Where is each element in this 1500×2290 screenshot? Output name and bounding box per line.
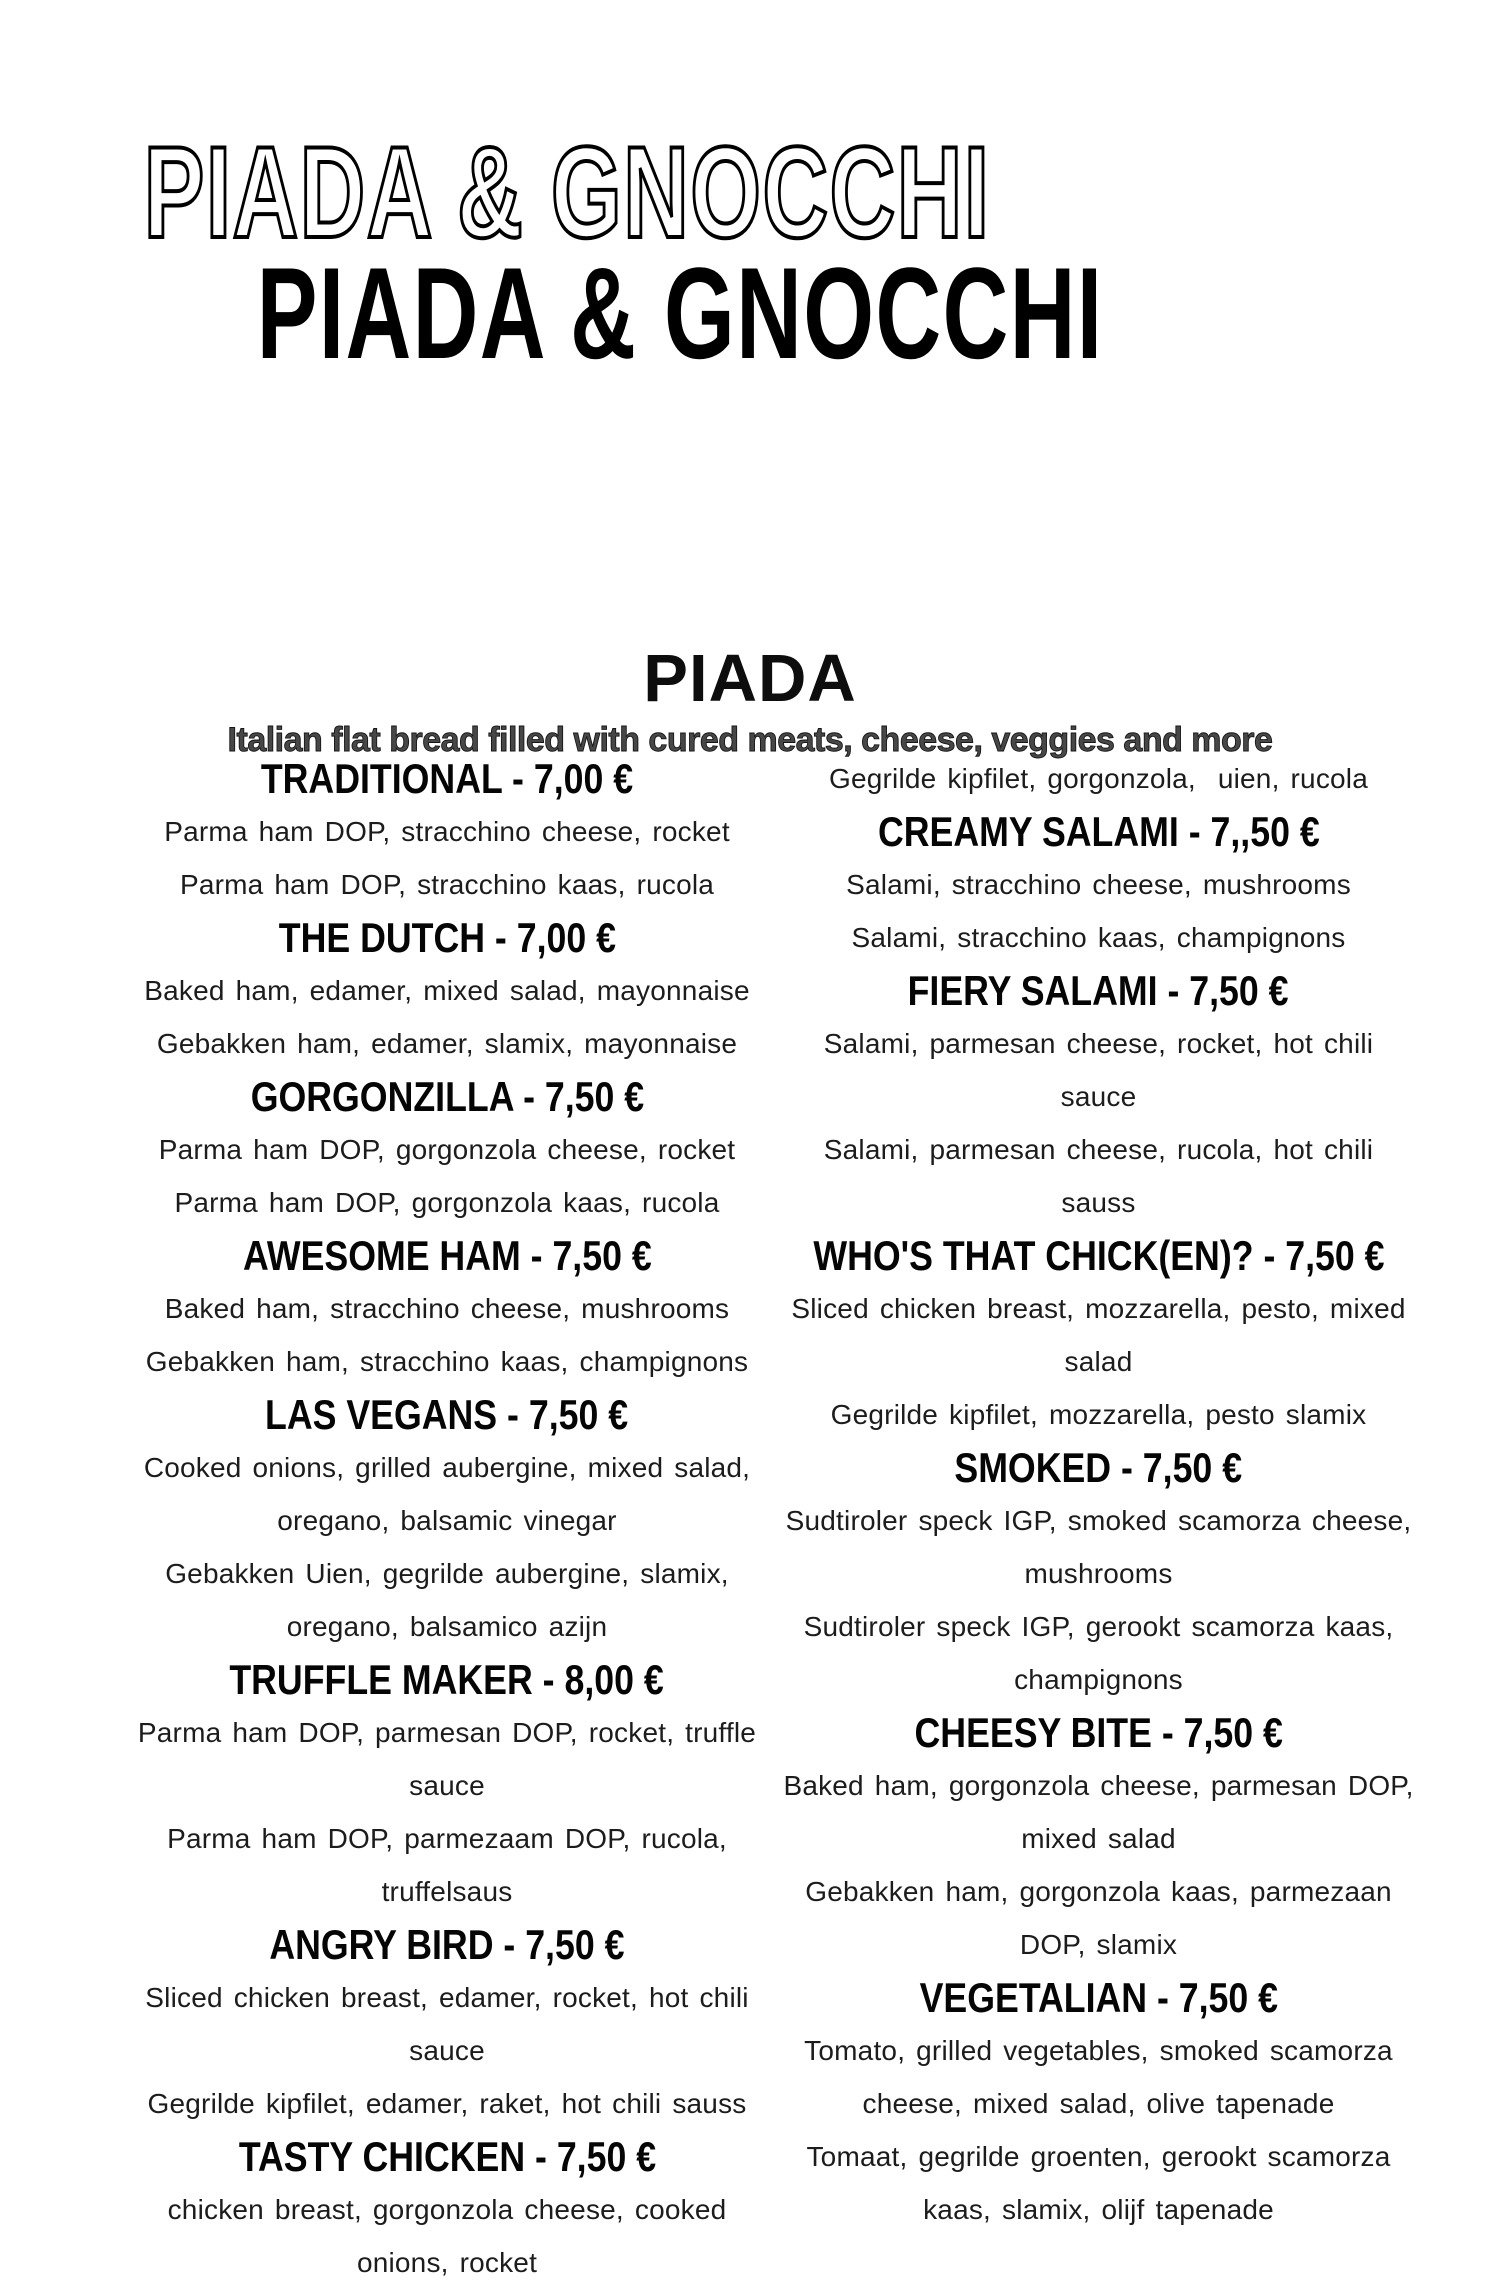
section-title-piada: PIADA — [643, 641, 857, 716]
menu-item-heading-text: CHEESY BITE - 7,50 € — [914, 1709, 1283, 1757]
menu-item-description-line — [797, 1601, 1400, 1654]
menu-item-heading-text: AWESOME HAM - 7,50 € — [242, 1232, 652, 1280]
menu-title-text: PIADA & GNOCCHI — [256, 240, 1104, 386]
menu-item-description-line — [797, 859, 1400, 912]
menu-item-description-text: mushrooms — [1024, 1558, 1173, 1590]
menu-item-description-text: kaas, slamix, olijf tapenade — [923, 2194, 1274, 2226]
menu-item-heading-text: TASTY CHICKEN - 7,50 € — [238, 2133, 656, 2181]
menu-item-description-text: Gegrilde kipfilet, mozzarella, pesto slamix — [830, 1399, 1367, 1431]
menu-item-description-text: mixed salad — [1021, 1823, 1176, 1855]
menu-item-description-line — [797, 1389, 1400, 1442]
menu-item-description-line — [97, 1707, 797, 1760]
menu-item-heading-text: TRUFFLE MAKER - 8,00 € — [229, 1656, 665, 1704]
menu-item-description-text: truffelsaus — [381, 1876, 513, 1908]
menu-item-heading — [97, 753, 797, 806]
menu-item-heading-text: WHO'S THAT CHICK(EN)? - 7,50 € — [812, 1232, 1385, 1280]
menu-item-description-text: Sudtiroler speck IGP, smoked scamorza cheese, — [785, 1505, 1412, 1537]
menu-item-heading — [97, 1919, 797, 1972]
menu-item-description-line — [797, 1071, 1400, 1124]
menu-item-description-line — [97, 1813, 797, 1866]
menu-item-heading-text: GORGONZILLA - 7,50 € — [250, 1073, 644, 1121]
menu-column-right — [783, 753, 1414, 2290]
menu-item-description-line — [97, 1124, 797, 1177]
menu-item-description-text: Tomaat, gegrilde groenten, gerookt scamorza — [806, 2141, 1391, 2173]
menu-item-description-line — [797, 753, 1400, 806]
menu-item-description-line — [797, 1124, 1400, 1177]
menu-item-description-line — [97, 1283, 797, 1336]
menu-item-description-line — [97, 1018, 797, 1071]
menu-item-description-text: Salami, parmesan cheese, rucola, hot chili — [823, 1134, 1374, 1166]
menu-item-description-text: sauce — [1060, 1081, 1137, 1113]
menu-item-description-text: Parma ham DOP, stracchino kaas, rucola — [179, 869, 715, 901]
menu-item-description-text: Gebakken ham, edamer, slamix, mayonnaise — [156, 1028, 738, 1060]
menu-item-description-line — [797, 1866, 1400, 1919]
menu-item-description-text: Gebakken ham, gorgonzola kaas, parmezaan — [805, 1876, 1392, 1908]
menu-item-description-text: Parma ham DOP, gorgonzola cheese, rocket — [158, 1134, 736, 1166]
menu-columns — [0, 753, 1500, 2290]
menu-item-heading — [797, 806, 1400, 859]
menu-item-description-text: Gebakken ham, stracchino kaas, champignons — [145, 1346, 749, 1378]
menu-item-heading-text: TRADITIONAL - 7,00 € — [260, 755, 634, 803]
menu-item-description-text: cheese, mixed salad, olive tapenade — [862, 2088, 1335, 2120]
menu-item-description-text: Gegrilde kipfilet, gorgonzola, uien, rucola — [829, 763, 1368, 795]
menu-item-description-text: chicken breast, gorgonzola cheese, cooked — [167, 2194, 727, 2226]
menu-item-description-text: Baked ham, edamer, mixed salad, mayonnaise — [144, 975, 750, 1007]
menu-item-description-text: Sliced chicken breast, mozzarella, pesto, mixed — [791, 1293, 1406, 1325]
menu-item-description-line — [97, 806, 797, 859]
menu-item-description-line — [97, 2237, 797, 2290]
menu-item-description-line — [785, 1495, 1412, 1548]
menu-item-description-line — [97, 1336, 797, 1389]
menu-item-description-text: Sudtiroler speck IGP, gerookt scamorza kaas, — [803, 1611, 1394, 1643]
menu-item-description-line — [97, 2184, 797, 2237]
menu-item-description-line — [97, 1442, 797, 1495]
menu-item-description-text: Parma ham DOP, parmezaam DOP, rucola, — [167, 1823, 727, 1855]
menu-item-description-text: oregano, balsamico azijn — [286, 1611, 608, 1643]
menu-item-description-line — [797, 2184, 1400, 2237]
menu-item-heading-text: VEGETALIAN - 7,50 € — [919, 1974, 1278, 2022]
menu-item-description-text: Parma ham DOP, parmesan DOP, rocket, truffle — [137, 1717, 757, 1749]
menu-item-description-text: Gebakken Uien, gegrilde aubergine, slamix, — [165, 1558, 729, 1590]
menu-item-heading — [797, 1230, 1400, 1283]
menu-item-description-line — [797, 1336, 1400, 1389]
menu-item-description-line — [97, 859, 797, 912]
menu-column-left — [97, 753, 797, 2290]
menu-item-heading-text: FIERY SALAMI - 7,50 € — [908, 967, 1289, 1015]
menu-item-description-text: champignons — [1014, 1664, 1183, 1696]
menu-item-description-line — [797, 2078, 1400, 2131]
menu-item-description-text: Baked ham, stracchino cheese, mushrooms — [164, 1293, 730, 1325]
menu-item-description-line — [797, 1177, 1400, 1230]
menu-item-description-text: sauce — [409, 1770, 485, 1802]
menu-item-description-text: Baked ham, gorgonzola cheese, parmesan DOP, — [783, 1770, 1414, 1802]
menu-item-description-text: Gegrilde kipfilet, edamer, raket, hot chili sauss — [147, 2088, 747, 2120]
menu-item-description-text: Parma ham DOP, gorgonzola kaas, rucola — [174, 1187, 720, 1219]
menu-item-heading-text: SMOKED - 7,50 € — [954, 1444, 1243, 1492]
menu-item-description-text: sauce — [409, 2035, 485, 2067]
menu-item-heading — [97, 1230, 797, 1283]
menu-item-description-line — [97, 965, 797, 1018]
menu-item-description-text: Sliced chicken breast, edamer, rocket, hot chili — [145, 1982, 749, 2014]
menu-item-description-line — [783, 1760, 1414, 1813]
menu-item-heading — [97, 912, 797, 965]
menu-item-description-text: Tomato, grilled vegetables, smoked scamorza — [804, 2035, 1393, 2067]
menu-item-description-line — [97, 1548, 797, 1601]
menu-item-description-line — [97, 2025, 797, 2078]
menu-item-description-line — [797, 2025, 1400, 2078]
menu-item-heading-text: THE DUTCH - 7,00 € — [278, 914, 616, 962]
menu-item-heading — [797, 965, 1400, 1018]
menu-item-description-line — [97, 1760, 797, 1813]
menu-item-description-text: salad — [1064, 1346, 1133, 1378]
menu-item-description-text: sauss — [1061, 1187, 1136, 1219]
menu-item-description-text: Salami, stracchino kaas, champignons — [851, 922, 1346, 954]
menu-title — [150, 118, 1103, 508]
menu-item-heading — [797, 1972, 1400, 2025]
menu-item-heading — [797, 1442, 1400, 1495]
menu-item-description-line — [97, 1177, 797, 1230]
menu-item-description-line — [797, 1018, 1400, 1071]
menu-item-description-line — [797, 912, 1400, 965]
menu-item-heading — [97, 1389, 797, 1442]
menu-item-heading — [97, 1071, 797, 1124]
menu-item-heading — [97, 1654, 797, 1707]
menu-item-description-text: oregano, balsamic vinegar — [277, 1505, 617, 1537]
menu-item-description-text: Cooked onions, grilled aubergine, mixed salad, — [143, 1452, 751, 1484]
menu-item-description-text: DOP, slamix — [1019, 1929, 1178, 1961]
menu-item-heading-text: LAS VEGANS - 7,50 € — [265, 1391, 629, 1439]
menu-item-heading — [97, 2131, 797, 2184]
menu-item-heading — [797, 1707, 1400, 1760]
menu-item-description-text: Parma ham DOP, stracchino cheese, rocket — [164, 816, 730, 848]
menu-item-description-line — [797, 2131, 1400, 2184]
menu-item-description-text: Salami, parmesan cheese, rocket, hot chili — [823, 1028, 1374, 1060]
menu-item-description-line — [97, 1495, 797, 1548]
menu-item-description-line — [797, 1919, 1400, 1972]
menu-item-description-text: Salami, stracchino cheese, mushrooms — [846, 869, 1351, 901]
menu-item-heading-text: CREAMY SALAMI - 7,,50 € — [877, 808, 1320, 856]
menu-item-description-line — [797, 1813, 1400, 1866]
menu-item-description-text: onions, rocket — [356, 2247, 538, 2279]
section-subtitle: Italian flat bread filled with cured meats, cheese, veggies and more — [227, 721, 1273, 759]
menu-item-description-line — [97, 1601, 797, 1654]
menu-item-heading-text: ANGRY BIRD - 7,50 € — [269, 1921, 625, 1969]
menu-item-description-line — [797, 1548, 1400, 1601]
menu-item-description-line — [791, 1283, 1406, 1336]
menu-item-description-line — [97, 1866, 797, 1919]
menu-item-description-line — [97, 2078, 797, 2131]
menu-item-description-line — [797, 1654, 1400, 1707]
menu-item-description-line — [97, 1972, 797, 2025]
